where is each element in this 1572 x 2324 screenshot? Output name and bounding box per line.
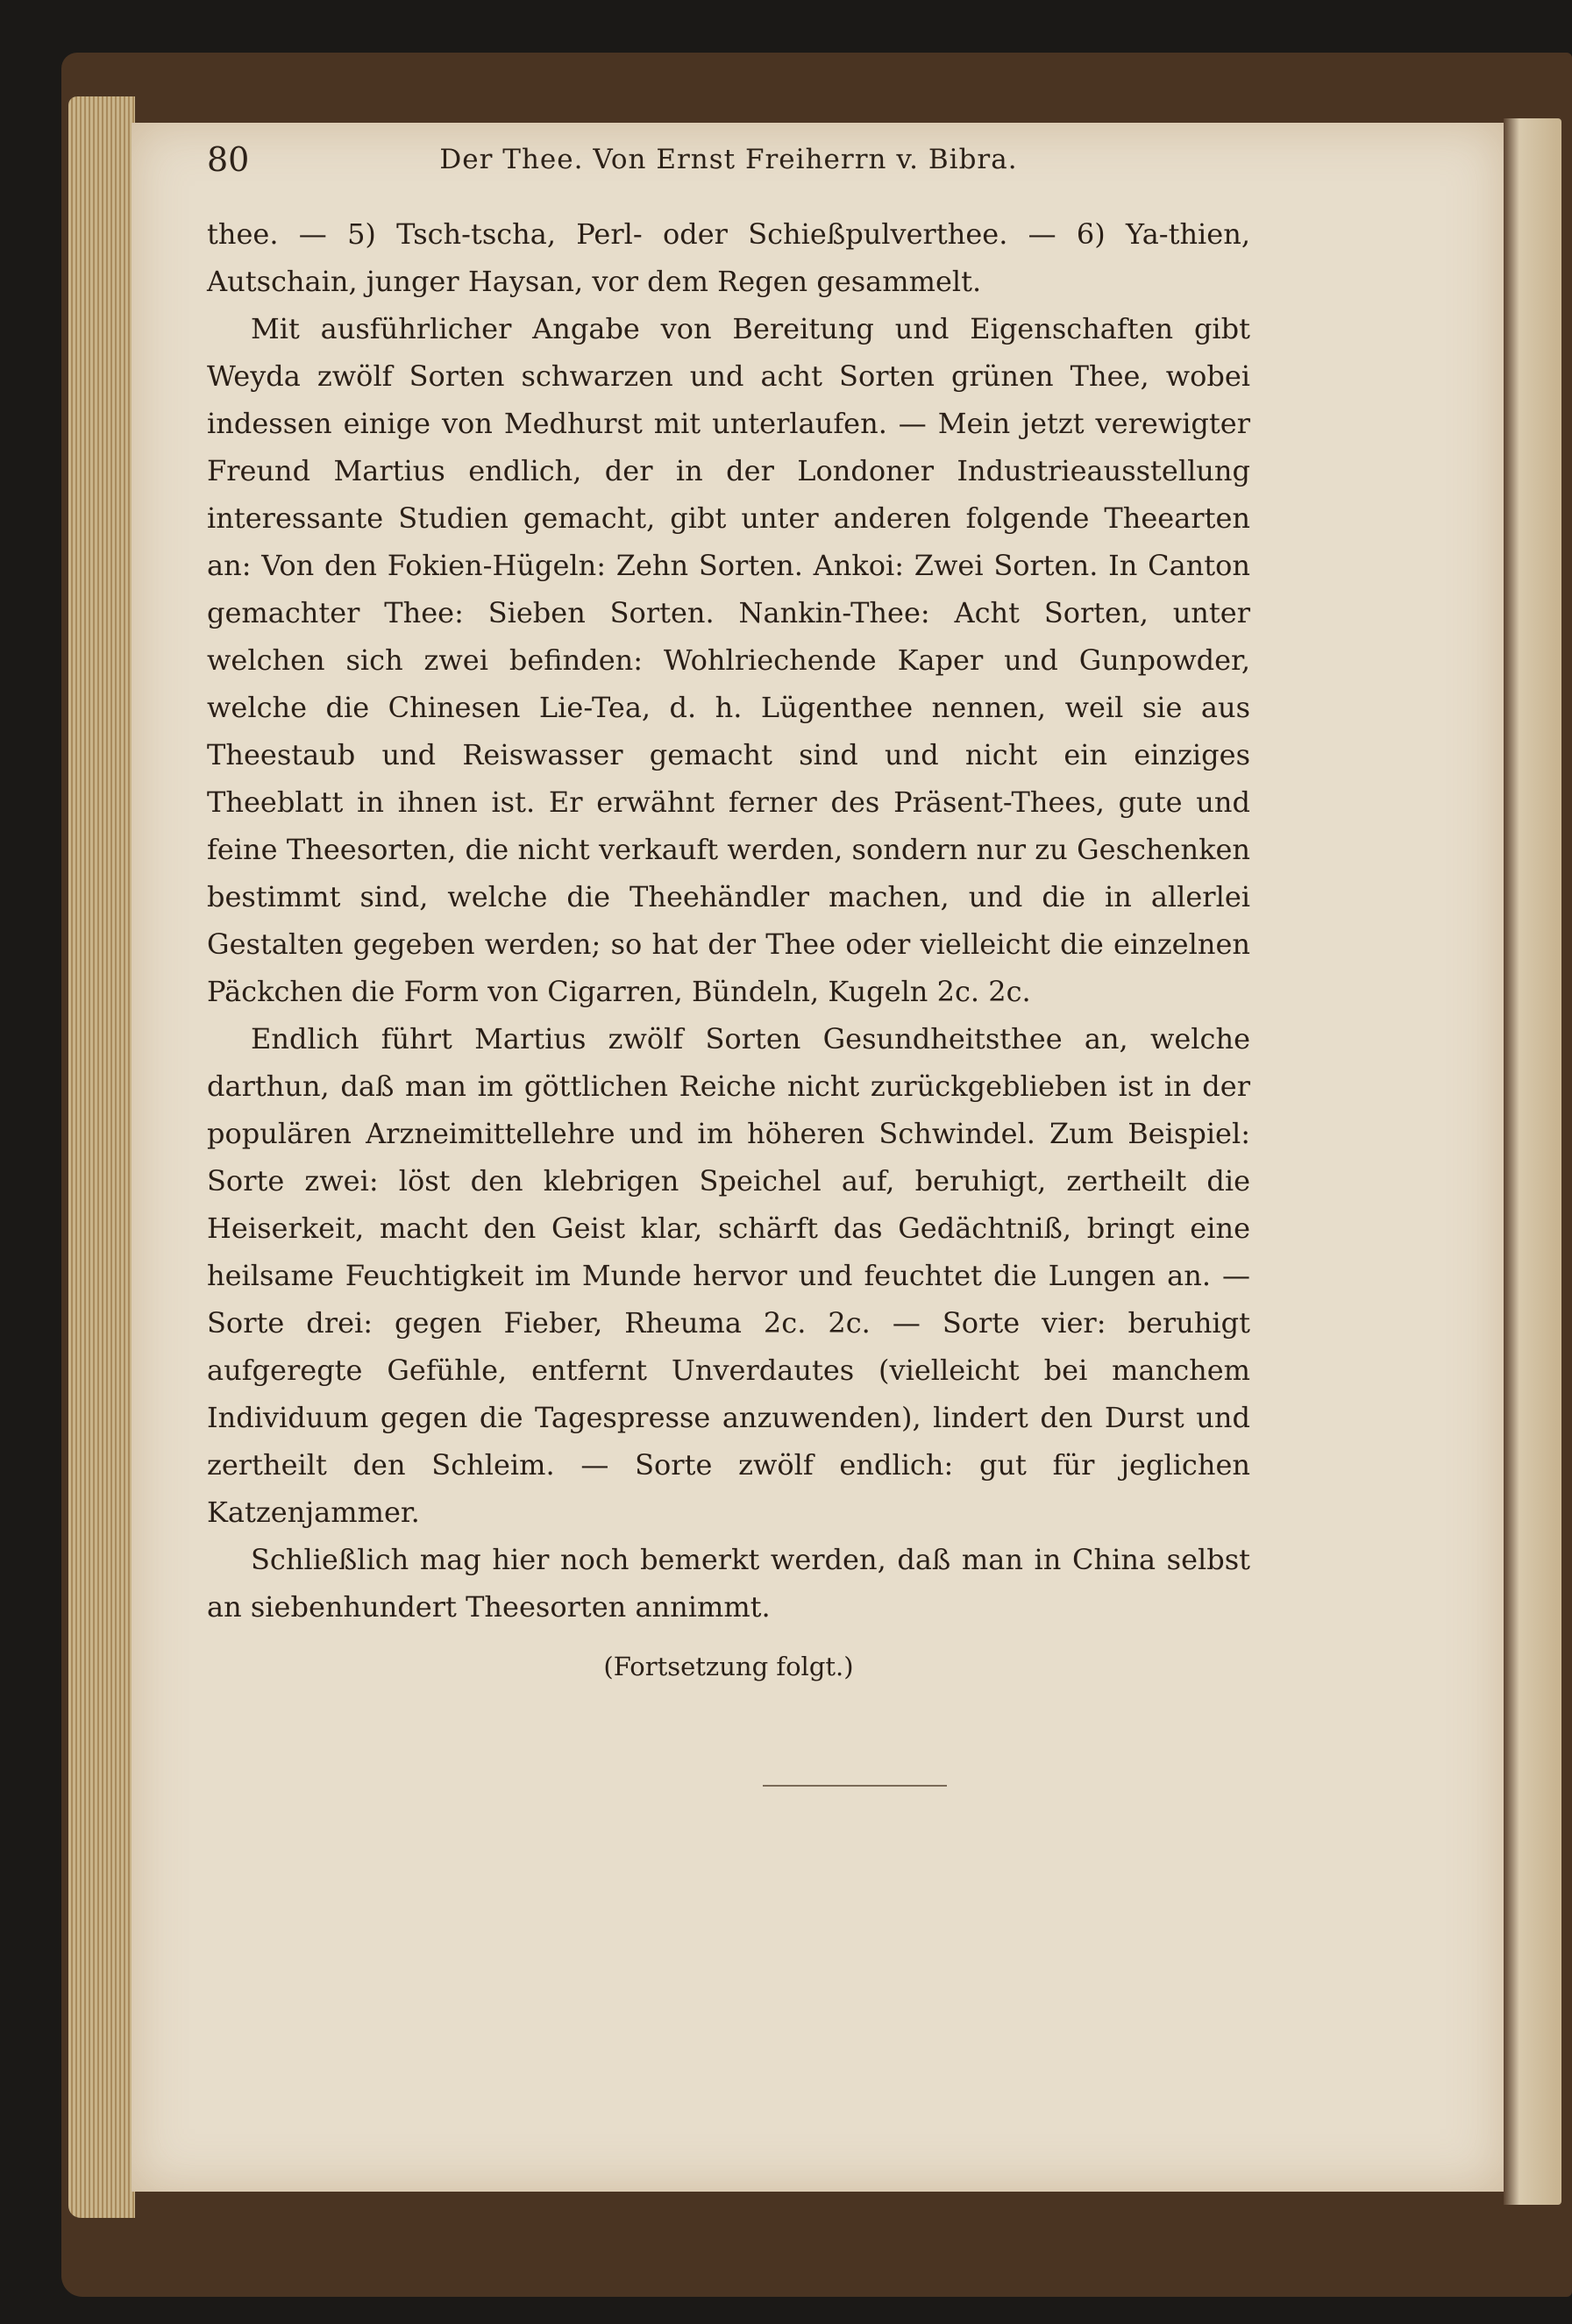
running-head: Der Thee. Von Ernst Freiherrn v. Bibra. [439,144,1018,175]
page-edges [68,96,135,2218]
paragraph-4: Schließlich mag hier noch bemerkt werden, daß man in China selbst an siebenhundert Theesorten annimmt. [207,1543,1250,1624]
continuation-note: (Fortsetzung folgt.) [603,1652,854,1681]
page-number: 80 [207,140,250,179]
body-text [207,210,1250,1690]
section-separator [763,1785,947,1787]
paragraph-3: Endlich führt Martius zwölf Sorten Gesundheitsthee an, welche darthun, daß man im göttlichen Reiche nicht zurückgeblieben ist in der populären Arzneimittellehre und im höheren Schwindel. Zum Beispiel: Sorte zwei: löst den klebrigen Speichel auf, beruhigt, zertheilt die Heiserkeit, macht den Geist klar, schärft das Gedächtniß, bringt eine heilsame Feuchtigkeit im Munde hervor und feuchtet die Lungen an. — Sorte drei: gegen Fieber, Rheuma 2c. 2c. — Sorte vier: beruhigt aufgeregte Gefühle, entfernt Unverdautes (vielleicht bei manchem Individuum gegen die Tagespresse anzuwenden), lindert den Durst und zertheilt den Schleim. — Sorte zwölf endlich: gut für jeglichen Katzenjammer. [207,1022,1250,1529]
facing-page-edge [1504,118,1561,2205]
paragraph-2: Mit ausführlicher Angabe von Bereitung und Eigenschaften gibt Weyda zwölf Sorten schwarzen und acht Sorten grünen Thee, wobei indessen einige von Medhurst mit unterlaufen. — Mein jetzt verewigter Freund Martius endlich, der in der Londoner Industrieausstellung interessante Studien gemacht, gibt unter anderen folgende Theearten an: Von den Fokien-Hügeln: Zehn Sorten. Ankoi: Zwei Sorten. In Canton gemachter Thee: Sieben Sorten. Nankin-Thee: Acht Sorten, unter welchen sich zwei befinden: Wohlriechende Kaper und Gunpowder, welche die Chinesen Lie-Tea, d. h. Lügenthee nennen, weil sie aus Theestaub und Reiswasser gemacht sind und nicht ein einziges Theeblatt in ihnen ist. Er erwähnt ferner des Präsent-Thees, gute und feine Theesorten, die nicht verkauft werden, sondern nur zu Geschenken bestimmt sind, welche die Theehändler machen, und die in allerlei Gestalten gegeben werden; so hat der Thee oder vielleicht die einzelnen Päckchen die Form von Cigarren, Bündeln, Kugeln 2c. 2c. [207,312,1250,1008]
page-header [207,140,1250,193]
paragraph-1: thee. — 5) Tsch-tscha, Perl- oder Schießpulverthee. — 6) Ya-thien, Autschain, junger Haysan, vor dem Regen gesammelt. [207,217,1250,298]
